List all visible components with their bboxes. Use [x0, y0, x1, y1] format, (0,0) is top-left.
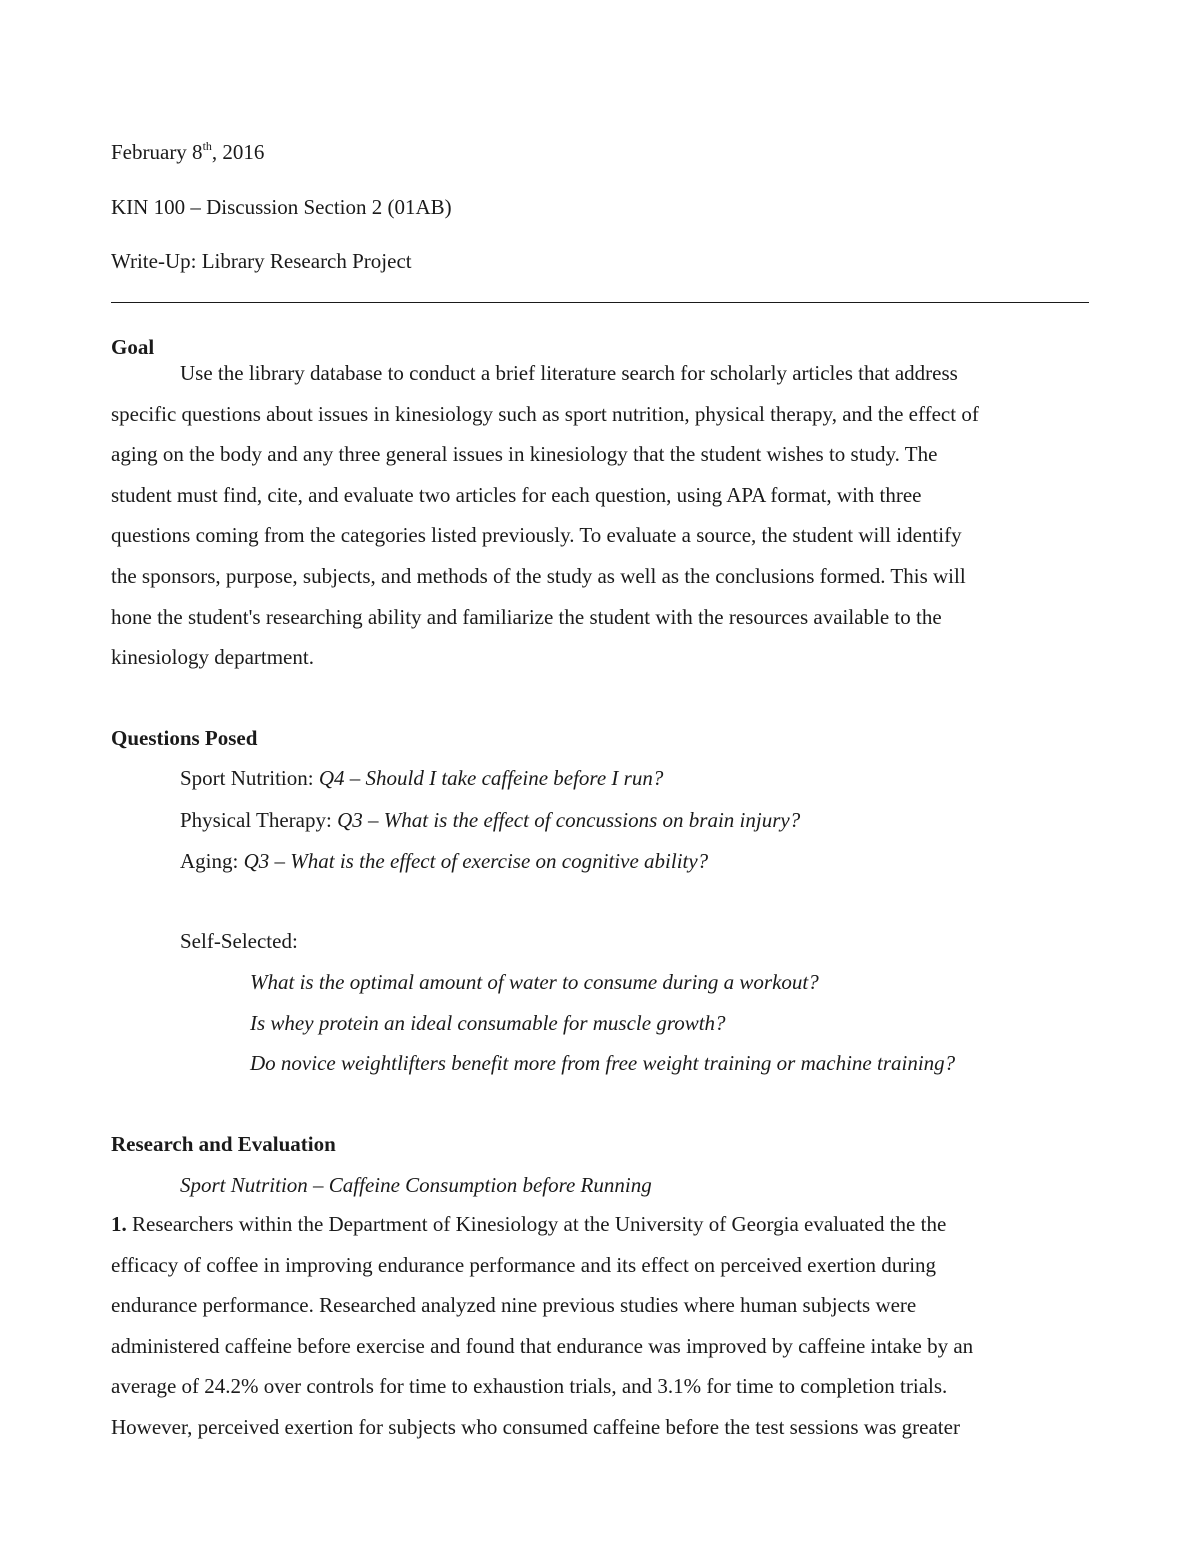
question-text: Q4 – Should I take caffeine before I run?: [318, 766, 664, 790]
research-paragraph: [111, 1204, 1089, 1448]
question-text: Q3 – What is the effect of concussions on brain injury?: [337, 808, 801, 832]
question-item: [180, 764, 663, 792]
question-text: Q3 – What is the effect of exercise on cognitive ability?: [243, 849, 709, 873]
course-line: KIN 100 – Discussion Section 2 (01AB): [111, 195, 452, 219]
self-selected-label: Self-Selected:: [180, 929, 298, 953]
research-heading: Research and Evaluation: [111, 1132, 336, 1156]
research-line: endurance performance. Researched analyzed nine previous studies where human subjects were: [111, 1293, 917, 1318]
goal-line: hone the student's researching ability and familiarize the student with the resources available to the: [111, 604, 942, 629]
question-item: [180, 847, 708, 875]
question-category: Physical Therapy:: [180, 808, 338, 832]
questions-heading: Questions Posed: [111, 726, 258, 750]
goal-paragraph: [111, 353, 1089, 678]
research-line: administered caffeine before exercise and found that endurance was improved by caffeine intake by an: [111, 1333, 974, 1358]
research-line: However, perceived exertion for subjects who consumed caffeine before the test sessions was greater: [111, 1414, 960, 1439]
question-category: Sport Nutrition:: [180, 766, 319, 790]
date-month-day: February 8: [111, 140, 203, 164]
goal-line: aging on the body and any three general issues in kinesiology that the student wishes to study. The: [111, 442, 938, 467]
goal-heading: Goal: [111, 335, 155, 359]
research-line-text: Researchers within the Department of Kinesiology at the University of Georgia evaluated the the: [126, 1212, 947, 1236]
date-year: , 2016: [211, 140, 265, 164]
document-title: Write-Up: Library Research Project: [111, 249, 412, 273]
goal-line: Use the library database to conduct a brief literature search for scholarly articles that address: [180, 361, 958, 385]
date-ordinal-suffix: th: [202, 139, 212, 153]
self-selected-question: Do novice weightlifters benefit more from free weight training or machine training?: [250, 1051, 956, 1075]
goal-line: specific questions about issues in kinesiology such as sport nutrition, physical therapy, and the effect of: [111, 401, 979, 426]
research-line: [111, 1204, 1089, 1245]
document-date: [111, 138, 264, 166]
goal-line: the sponsors, purpose, subjects, and methods of the study as well as the conclusions formed. This will: [111, 563, 966, 588]
goal-line: questions coming from the categories listed previously. To evaluate a source, the student will identify: [111, 523, 962, 548]
research-line: efficacy of coffee in improving endurance performance and its effect on perceived exertion during: [111, 1252, 937, 1277]
goal-line: student must find, cite, and evaluate two articles for each question, using APA format, with three: [111, 482, 922, 507]
self-selected-question: Is whey protein an ideal consumable for muscle growth?: [250, 1011, 726, 1035]
question-item: [180, 806, 800, 834]
header-divider: [111, 302, 1089, 303]
question-category: Aging:: [180, 849, 244, 873]
self-selected-question: What is the optimal amount of water to consume during a workout?: [250, 970, 819, 994]
research-line: average of 24.2% over controls for time to exhaustion trials, and 3.1% for time to completion trials.: [111, 1374, 948, 1399]
research-subheading: Sport Nutrition – Caffeine Consumption before Running: [180, 1173, 652, 1197]
goal-line: kinesiology department.: [111, 645, 314, 670]
research-item-number: 1.: [111, 1212, 127, 1236]
